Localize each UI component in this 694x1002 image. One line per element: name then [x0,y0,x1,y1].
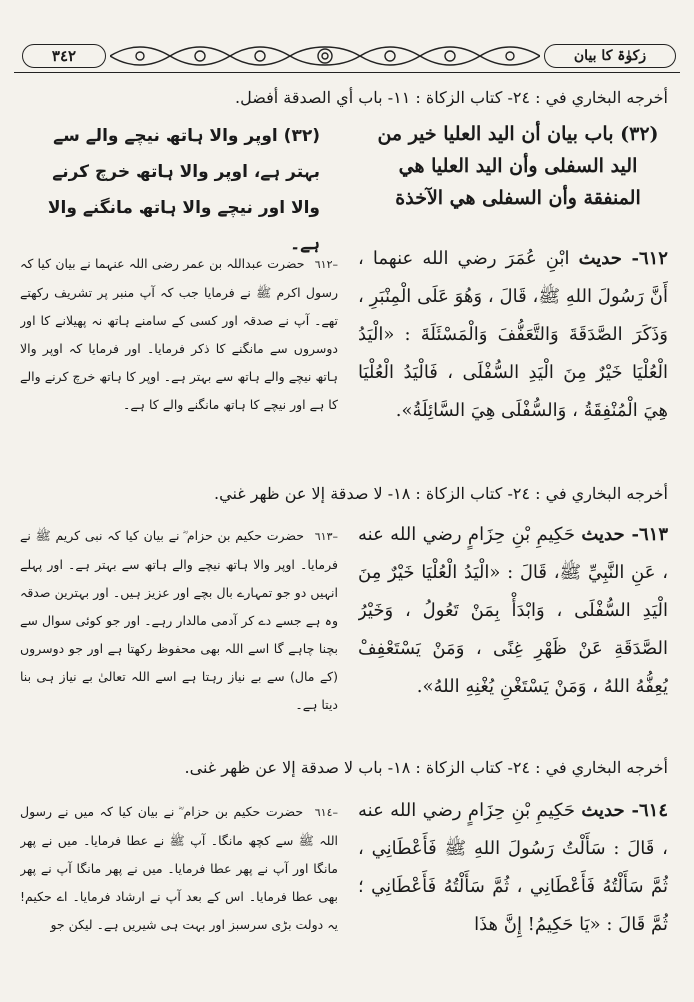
ornament-border-icon [110,42,540,70]
hadith-text: حضرت حکیم بن حزام ؓ نے بیان کیا کہ میں نے رسول اللہ ﷺ سے کچھ مانگا۔ آپ ﷺ نے عطا فرمایا۔ میں نے پھر مانگا اور آپ نے پھر عطا فرمایا۔ میں نے پھر مانگا آپ نے پھر بھی عطا فرمایا۔ اس کے بعد آپ نے ارشاد فرمایا۔ اے حکیم! یہ دولت بڑی سرسبز اور بہت ہی شیریں ہے۔ لیکن جو [20,804,338,932]
hadith-text: حَكِيمِ بْنِ حِزَامٍ رضي الله عنه ، قَالَ : سَأَلْتُ رَسُولَ اللهِ ﷺ فَأَعْطَانِي ، ثُمَّ سَأَلْتُهُ فَأَعْطَانِي ، ثُمَّ سَأَلْتُهُ فَأَعْطَانِي ؛ ثُمَّ قَالَ : «يَا حَكِيمُ! إِنَّ هذَا [358,800,668,935]
hadith-number: ٦١٤- حديث [581,800,668,821]
hadith-614-arabic [358,792,668,992]
header-rule [14,72,680,73]
hadith-number: –٦١٢ [314,258,338,271]
hadith-text: حضرت عبداللہ بن عمر رضی اللہ عنہما نے بیان کیا کہ رسول اکرم ﷺ نے فرمایا جب کہ آپ منبر پر تشریف رکھتے تھے۔ آپ نے صدقہ اور کسی کے سامنے ہاتھ نہ پھیلانے کا اور دوسروں سے مانگنے کا ذکر فرمایا۔ اور فرمایا کہ اوپر والا ہاتھ نیچے والے ہاتھ سے بہتر ہے۔ اوپر کا ہاتھ خرچ کرنے والے کا ہے اور نیچے کا ہاتھ مانگنے والے کا ہے۔ [20,256,338,412]
hadith-613-arabic [358,516,668,750]
section-title-urdu: (۳۲) اوپر والا ہاتھ نیچے والے سے بہتر ہے، اوپر والا ہاتھ خرچ کرنے والا اور نیچے والا ہاتھ مانگنے والا ہے۔ [47,126,320,254]
hadith-614-urdu [20,798,338,994]
hadith-number: –٦١٣ [314,530,338,543]
chapter-title: زکوٰۃ کا بیان [544,44,676,68]
hadith-text: حَكِيمِ بْنِ حِزَامٍ رضي الله عنه ، عَنِ النَّبِيِّ ﷺ، قَالَ : «الْيَدُ الْعُلْيَا خَيْرٌ مِنَ الْيَدِ السُّفْلَى ، وَابْدَأْ بِمَنْ تَعُولُ ، وَخَيْرُ الصَّدَقَةِ عَنْ ظَهْرِ غِنًى ، وَمَنْ يَسْتَعْفِفْ يُعِفُّهُ اللهُ ، وَمَنْ يَسْتَغْنِ يُغْنِهِ اللهُ». [358,524,668,697]
hadith-text: حضرت حکیم بن حزام ؓ نے بیان کیا کہ نبی کریم ﷺ نے فرمایا۔ اوپر والا ہاتھ نیچے والے ہاتھ سے بہتر ہے۔ اور پہلے انہیں دو جو تمہارے بال بچے اور عزیز ہیں۔ اور بہترین صدقہ وہ ہے جسے دے کر آدمی مالدار رہے۔ اور جو کوئی سوال سے بچنا چاہے گا اسے اللہ بھی محفوظ رکھتا ہے اور جو دوسروں (کے مال) سے بے نیاز رہتا ہے اسے اللہ تعالیٰ بے نیاز ہی بنا دیتا ہے۔ [20,528,338,712]
hadith-612-urdu [20,250,338,460]
reference-line: أخرجه البخاري في : ٢٤- كتاب الزكاة : ١٨- لا صدقة إلا عن ظهر غني. [214,484,668,503]
reference-line: أخرجه البخاري في : ٢٤- كتاب الزكاة : ١٨- باب لا صدقة إلا عن ظهر غنى. [184,758,668,777]
hadith-number: ٦١٣- حديث [581,524,668,545]
hadith-text: ابْنِ عُمَرَ رضي الله عنهما ، أَنَّ رَسُولَ اللهِ ﷺ، قَالَ ، وَهُوَ عَلَى الْمِنْبَرِ ، وَذَكَرَ الصَّدَقَةَ وَالتَّعَفُّفَ وَالْمَسْئَلَةَ : «الْيَدُ الْعُلْيَا خَيْرٌ مِنَ الْيَدِ السُّفْلَى ، فَالْيَدُ الْعُلْيَا هِيَ الْمُنْفِقَةُ ، وَالسُّفْلَى هِيَ السَّائِلَةُ». [358,248,668,421]
hadith-612-arabic [358,240,668,476]
reference-line: أخرجه البخاري في : ٢٤- كتاب الزكاة : ١١- باب أي الصدقة أفضل. [235,88,668,107]
hadith-613-urdu [20,522,338,742]
hadith-number: ٦١٢- حديث [578,248,668,269]
hadith-number: –٦١٤ [314,806,338,819]
section-title-arabic: (٣٢) باب بيان أن اليد العليا خير من اليد السفلى وأن اليد العليا هي المنفقة وأن السفلى هي الآخذة [377,123,659,209]
page-number: ٣٤٢ [22,44,106,68]
page-header [14,38,680,74]
